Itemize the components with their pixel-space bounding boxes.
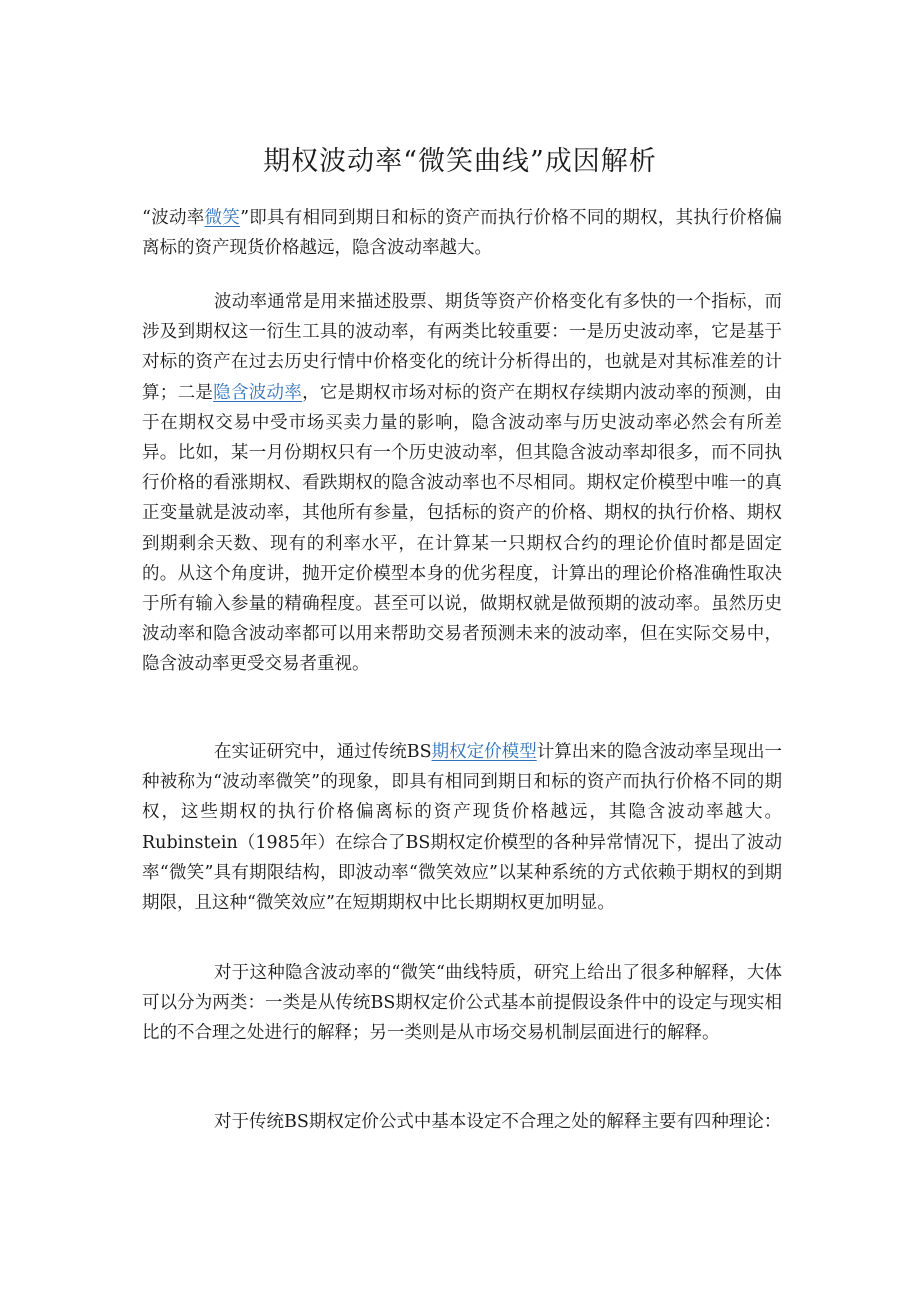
- paragraph-explanations: 对于这种隐含波动率的“微笑“曲线特质，研究上给出了很多种解释，大体可以分为两类：一类是从传统BS期权定价公式基本前提假设条件中的设定与现实相比的不合理之处进行的解释；另一类则是从市场交易机制层面进行的解释。: [142, 963, 782, 1044]
- paragraph-text: 在实证研究中，通过传统BS: [214, 742, 432, 762]
- paragraph-text: 计算出来的隐含波动率呈现出一种被称为“波动率微笑”的现象，即具有相同到期日和标的资产而执行价格不同的期权，这些期权的执行价格偏离标的资产现货价格越远，其隐含波动率越大。Rubinstein（1985年）在综合了BS期权定价模型的各种异常情况下，提出了波动率“微笑”具有期限结构，即波动率“微笑效应”以某种系统的方式依赖于期权的到期期限，且这种“微笑效应”在短期期权中比长期期权更加明显。: [142, 742, 783, 914]
- document-title: 期权波动率“微笑曲线”成因解析: [263, 146, 657, 177]
- smile-link[interactable]: 微笑: [204, 208, 241, 228]
- implied-volatility-link[interactable]: 隐含波动率: [213, 382, 303, 403]
- paragraph-text: “波动率: [142, 208, 205, 228]
- paragraph-text: 波动率通常是用来描述股票、期货等资产价格变化有多快的一个指标，而涉及到期权这一衍生工具的波动率，有两类比较重要：一是历史波动率，它是基于对标的资产在过去历史行情中价格变化的统计分析得出的，也就是对其标准差的计算；二是: [142, 292, 782, 403]
- paragraph-text: ”即具有相同到期日和标的资产而执行价格不同的期权，其执行价格偏离标的资产现货价格越远，隐含波动率越大。: [142, 208, 783, 259]
- paragraph-four-theories: 对于传统BS期权定价公式中基本设定不合理之处的解释主要有四种理论：: [214, 1112, 782, 1132]
- paragraph-definition: [142, 203, 782, 263]
- paragraph-empirical-research: [142, 737, 782, 918]
- paragraph-text: ，它是期权市场对标的资产在期权存续期内波动率的预测，由于在期权交易中受市场买卖力量的影响，隐含波动率与历史波动率必然会有所差异。比如，某一月份期权只有一个历史波动率，但其隐含波动率却很多，而不同执行价格的看涨期权、看跌期权的隐含波动率也不尽相同。期权定价模型中唯一的真正变量就是波动率，其他所有参量，包括标的资产的价格、期权的执行价格、期权到期剩余天数、现有的利率水平，在计算某一只期权合约的理论价值时都是固定的。从这个角度讲，抛开定价模型本身的优劣程度，计算出的理论价格准确性取决于所有输入参量的精确程度。甚至可以说，做期权就是做预期的波动率。虽然历史波动率和隐含波动率都可以用来帮助交易者预测未来的波动率，但在实际交易中，隐含波动率更受交易者重视。: [142, 382, 783, 675]
- paragraph-volatility-types: [142, 287, 782, 680]
- option-pricing-model-link[interactable]: 期权定价模型: [431, 742, 537, 762]
